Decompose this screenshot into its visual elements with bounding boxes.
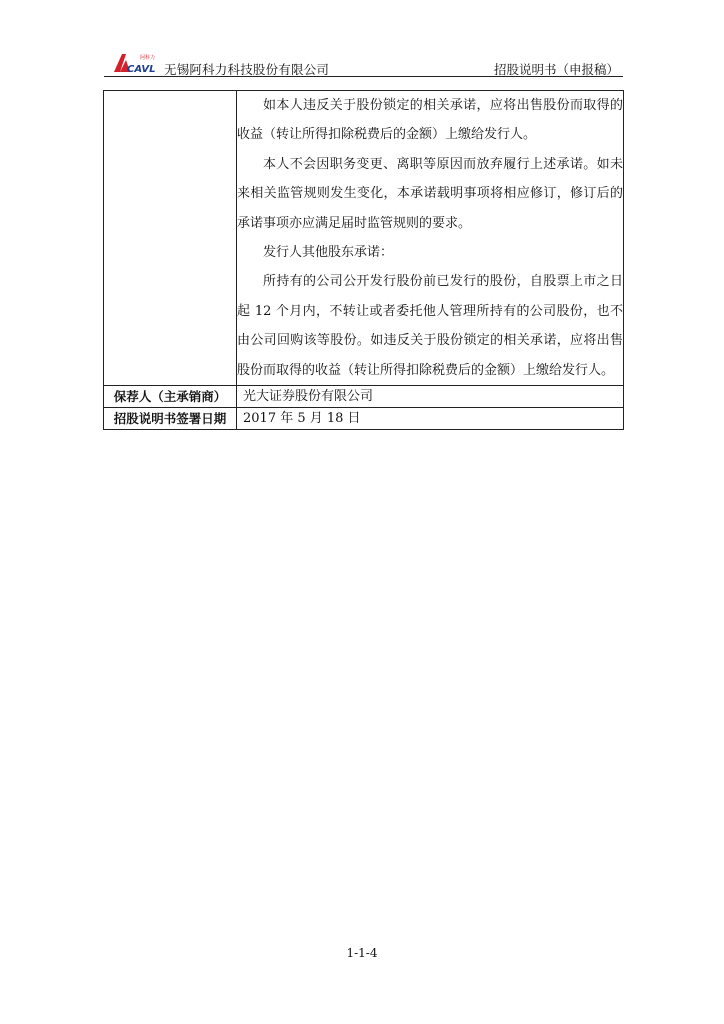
signing-date-label: 招股说明书签署日期 xyxy=(104,408,237,430)
logo-small-text: 阿科力 xyxy=(140,55,156,61)
commitment-table xyxy=(103,90,624,430)
sponsor-value: 光大证券股份有限公司 xyxy=(237,386,624,408)
page-header xyxy=(104,40,623,77)
page-number: 1-1-4 xyxy=(346,946,378,960)
empty-label-cell xyxy=(104,91,237,386)
commitment-text-cell xyxy=(237,91,624,386)
company-name: 无锡阿科力科技股份有限公司 xyxy=(164,62,330,77)
company-logo xyxy=(112,52,162,74)
paragraph: 本人不会因职务变更、离职等原因而放弃履行上述承诺。如未来相关监管规则发生变化，本承诺载明事项将相应修订，修订后的承诺事项亦应满足届时监管规则的要求。 xyxy=(237,156,623,231)
paragraph: 如本人违反关于股份锁定的相关承诺，应将出售股份而取得的收益（转让所得扣除税费后的金额）上缴给发行人。 xyxy=(237,98,623,143)
signing-date-value: 2017 年 5 月 18 日 xyxy=(237,408,624,430)
paragraph: 所持有的公司公开发行股份前已发行的股份，自股票上市之日起 12 个月内，不转让或者委托他人管理所持有的公司股份，也不由公司回购该等股份。如违反关于股份锁定的相关承诺，应将出售股份而取得的收益（转让所得扣除税费后的金额）上缴给发行人。 xyxy=(237,274,623,378)
logo-text: CAVL xyxy=(127,64,156,74)
document-title: 招股说明书（申报稿） xyxy=(493,62,619,77)
table-row xyxy=(104,408,624,430)
table-row xyxy=(104,91,624,386)
paragraph: 发行人其他股东承诺： xyxy=(263,245,394,261)
sponsor-label: 保荐人（主承销商） xyxy=(104,386,237,408)
table-row xyxy=(104,386,624,408)
